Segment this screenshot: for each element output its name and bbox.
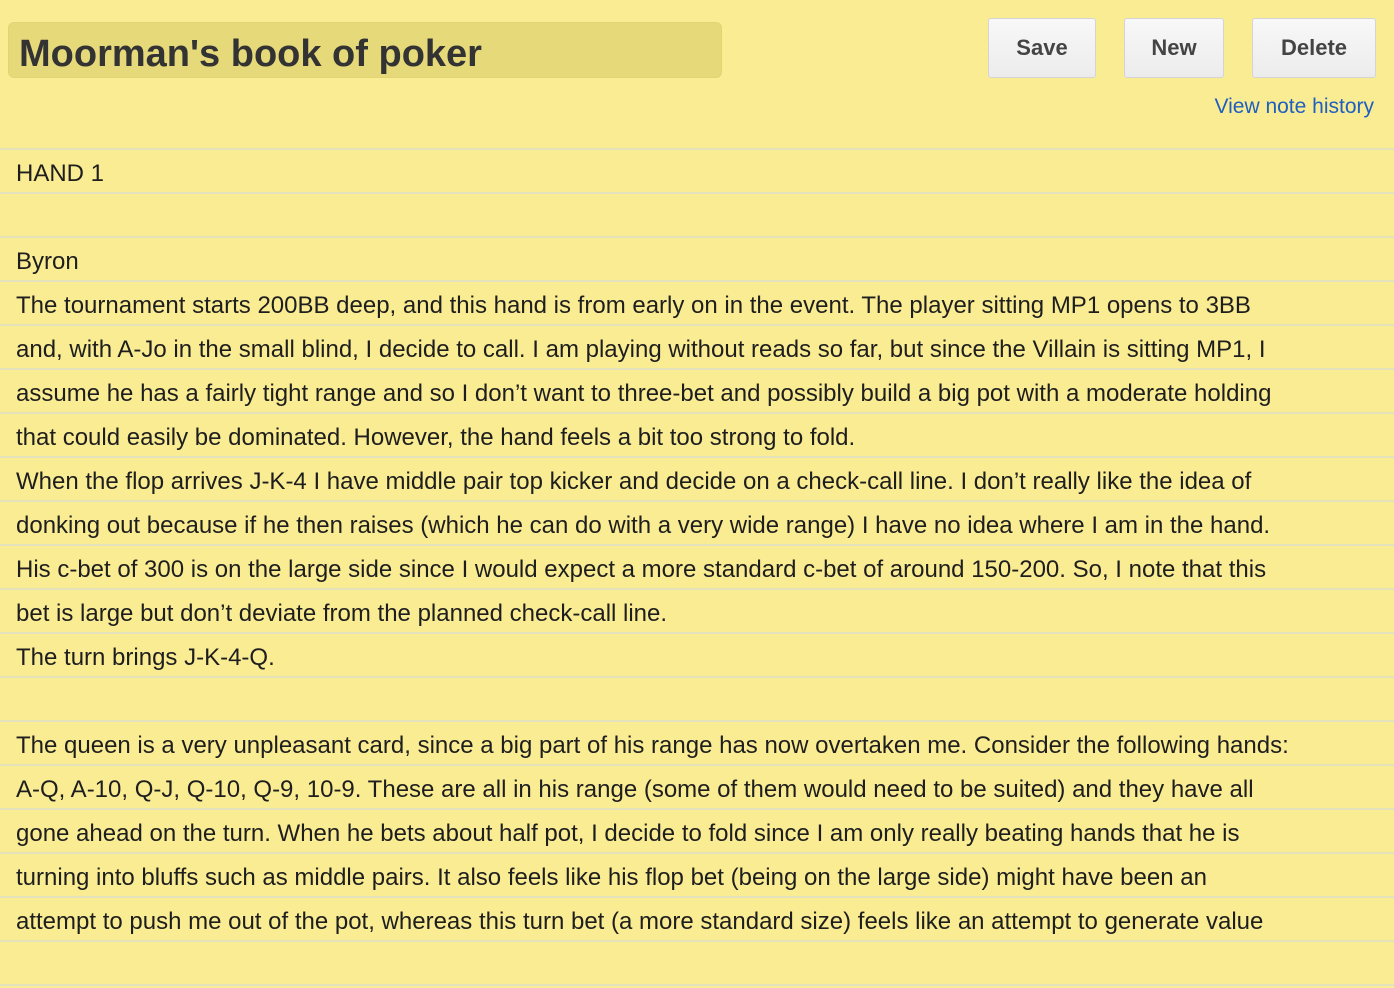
- new-button[interactable]: New: [1124, 18, 1224, 78]
- note-line: HAND 1: [16, 160, 105, 187]
- note-title-input[interactable]: Moorman's book of poker: [8, 22, 722, 78]
- note-line: that could easily be dominated. However, the hand feels a bit too strong to fold.: [16, 424, 856, 451]
- delete-button[interactable]: Delete: [1252, 18, 1376, 78]
- note-line: attempt to push me out of the pot, whereas this turn bet (a more standard size) feels like an attempt to generate value: [16, 908, 1264, 935]
- note-line: The queen is a very unpleasant card, since a big part of his range has now overtaken me. Consider the following hands:: [16, 732, 1289, 759]
- note-line: and, with A-Jo in the small blind, I decide to call. I am playing without reads so far, but since the Villain is sitting MP1, I: [16, 336, 1266, 363]
- view-note-history-link[interactable]: View note history: [1214, 95, 1374, 118]
- note-line: The tournament starts 200BB deep, and this hand is from early on in the event. The player sitting MP1 opens to 3BB: [16, 292, 1251, 319]
- note-line: turning into bluffs such as middle pairs. It also feels like his flop bet (being on the large side) might have been an: [16, 864, 1207, 891]
- note-line: donking out because if he then raises (which he can do with a very wide range) I have no idea where I am in the hand.: [16, 512, 1271, 539]
- note-header: [0, 0, 1394, 148]
- note-line: assume he has a fairly tight range and so I don’t want to three-bet and possibly build a big pot with a moderate holding: [16, 380, 1272, 407]
- note-line: When the flop arrives J-K-4 I have middle pair top kicker and decide on a check-call line. I don’t really like the idea of: [16, 468, 1252, 495]
- note-body-textarea[interactable]: [0, 148, 1394, 988]
- note-line: [0, 676, 1394, 720]
- note-line: [0, 192, 1394, 236]
- note-line: The turn brings J-K-4-Q.: [16, 644, 275, 671]
- note-line: Byron: [16, 248, 79, 275]
- note-line: A-Q, A-10, Q-J, Q-10, Q-9, 10-9. These are all in his range (some of them would need to be suited) and they have all: [16, 776, 1254, 803]
- note-line: gone ahead on the turn. When he bets about half pot, I decide to fold since I am only really beating hands that he is: [16, 820, 1240, 847]
- note-line: His c-bet of 300 is on the large side since I would expect a more standard c-bet of around 150-200. So, I note that this: [16, 556, 1267, 583]
- save-button[interactable]: Save: [988, 18, 1096, 78]
- note-line: bet is large but don’t deviate from the planned check-call line.: [16, 600, 668, 627]
